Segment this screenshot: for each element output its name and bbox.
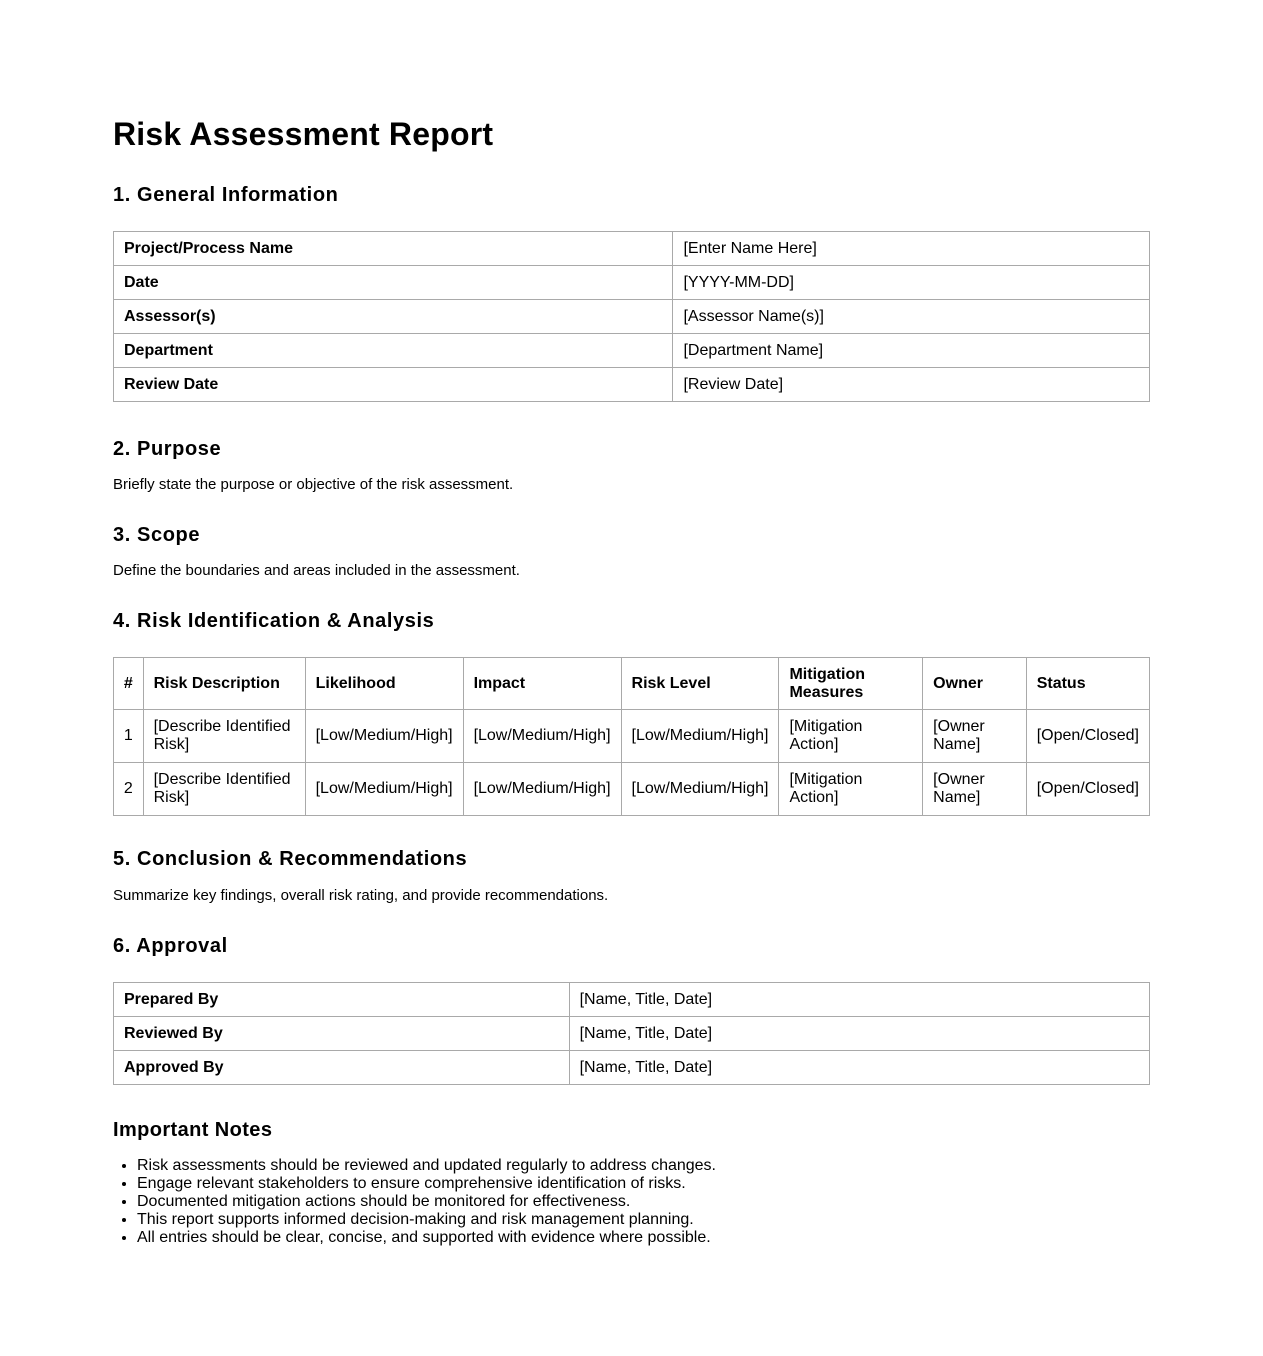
section-heading-approval: 6. Approval <box>113 935 228 957</box>
field-label: Approved By <box>114 1051 570 1085</box>
mitigation-cell[interactable]: [Mitigation Action] <box>779 710 923 763</box>
column-header: Risk Description <box>143 658 305 710</box>
status-cell[interactable]: [Open/Closed] <box>1026 710 1149 763</box>
mitigation-cell[interactable]: [Mitigation Action] <box>779 763 923 816</box>
impact-cell[interactable]: [Low/Medium/High] <box>463 710 621 763</box>
column-header: Owner <box>923 658 1027 710</box>
section-heading-general: 1. General Information <box>113 184 339 206</box>
field-value[interactable]: [Name, Title, Date] <box>569 1017 1149 1051</box>
notes-list <box>113 1157 716 1247</box>
table-row <box>114 1017 1150 1051</box>
field-label: Reviewed By <box>114 1017 570 1051</box>
list-item: • This report supports informed decision-making and risk management planning. <box>137 1211 716 1229</box>
approval-table <box>113 982 1150 1085</box>
list-item: • All entries should be clear, concise, and supported with evidence where possible. <box>137 1229 716 1247</box>
field-value[interactable]: [Review Date] <box>673 368 1150 402</box>
field-value[interactable]: [Name, Title, Date] <box>569 1051 1149 1085</box>
purpose-text: Briefly state the purpose or objective of the risk assessment. <box>113 476 514 493</box>
list-item: • Engage relevant stakeholders to ensure comprehensive identification of risks. <box>137 1175 716 1193</box>
table-row <box>114 983 1150 1017</box>
column-header: Impact <box>463 658 621 710</box>
section-heading-scope: 3. Scope <box>113 524 201 546</box>
row-number: 1 <box>114 710 144 763</box>
table-row <box>114 710 1150 763</box>
field-label: Prepared By <box>114 983 570 1017</box>
field-value[interactable]: [Name, Title, Date] <box>569 983 1149 1017</box>
table-row <box>114 300 1150 334</box>
general-info-table <box>113 231 1150 402</box>
table-row <box>114 266 1150 300</box>
field-value[interactable]: [Assessor Name(s)] <box>673 300 1150 334</box>
likelihood-cell[interactable]: [Low/Medium/High] <box>305 710 463 763</box>
scope-text: Define the boundaries and areas included in the assessment. <box>113 562 520 579</box>
table-row <box>114 763 1150 816</box>
conclusion-text: Summarize key findings, overall risk rating, and provide recommendations. <box>113 887 609 904</box>
risk-description-cell[interactable]: [Describe Identified Risk] <box>143 710 305 763</box>
field-value[interactable]: [Enter Name Here] <box>673 232 1150 266</box>
column-header: Status <box>1026 658 1149 710</box>
section-heading-notes: Important Notes <box>113 1119 273 1141</box>
list-item: • Documented mitigation actions should be monitored for effectiveness. <box>137 1193 716 1211</box>
table-header-row <box>114 658 1150 710</box>
field-label: Department <box>114 334 673 368</box>
table-row <box>114 1051 1150 1085</box>
risk-table <box>113 657 1150 816</box>
table-row <box>114 232 1150 266</box>
field-label: Review Date <box>114 368 673 402</box>
owner-cell[interactable]: [Owner Name] <box>923 763 1027 816</box>
risk-level-cell[interactable]: [Low/Medium/High] <box>621 763 779 816</box>
section-heading-conclusion: 5. Conclusion & Recommendations <box>113 848 468 870</box>
risk-level-cell[interactable]: [Low/Medium/High] <box>621 710 779 763</box>
column-header: Mitigation Measures <box>779 658 923 710</box>
page-title: Risk Assessment Report <box>113 116 494 152</box>
field-label: Date <box>114 266 673 300</box>
impact-cell[interactable]: [Low/Medium/High] <box>463 763 621 816</box>
table-row <box>114 334 1150 368</box>
section-heading-risk: 4. Risk Identification & Analysis <box>113 610 435 632</box>
status-cell[interactable]: [Open/Closed] <box>1026 763 1149 816</box>
field-value[interactable]: [Department Name] <box>673 334 1150 368</box>
column-header: Risk Level <box>621 658 779 710</box>
column-header: Likelihood <box>305 658 463 710</box>
likelihood-cell[interactable]: [Low/Medium/High] <box>305 763 463 816</box>
field-label: Project/Process Name <box>114 232 673 266</box>
column-header: # <box>114 658 144 710</box>
row-number: 2 <box>114 763 144 816</box>
risk-description-cell[interactable]: [Describe Identified Risk] <box>143 763 305 816</box>
owner-cell[interactable]: [Owner Name] <box>923 710 1027 763</box>
list-item: • Risk assessments should be reviewed and updated regularly to address changes. <box>137 1157 716 1175</box>
table-row <box>114 368 1150 402</box>
field-value[interactable]: [YYYY-MM-DD] <box>673 266 1150 300</box>
field-label: Assessor(s) <box>114 300 673 334</box>
section-heading-purpose: 2. Purpose <box>113 438 222 460</box>
